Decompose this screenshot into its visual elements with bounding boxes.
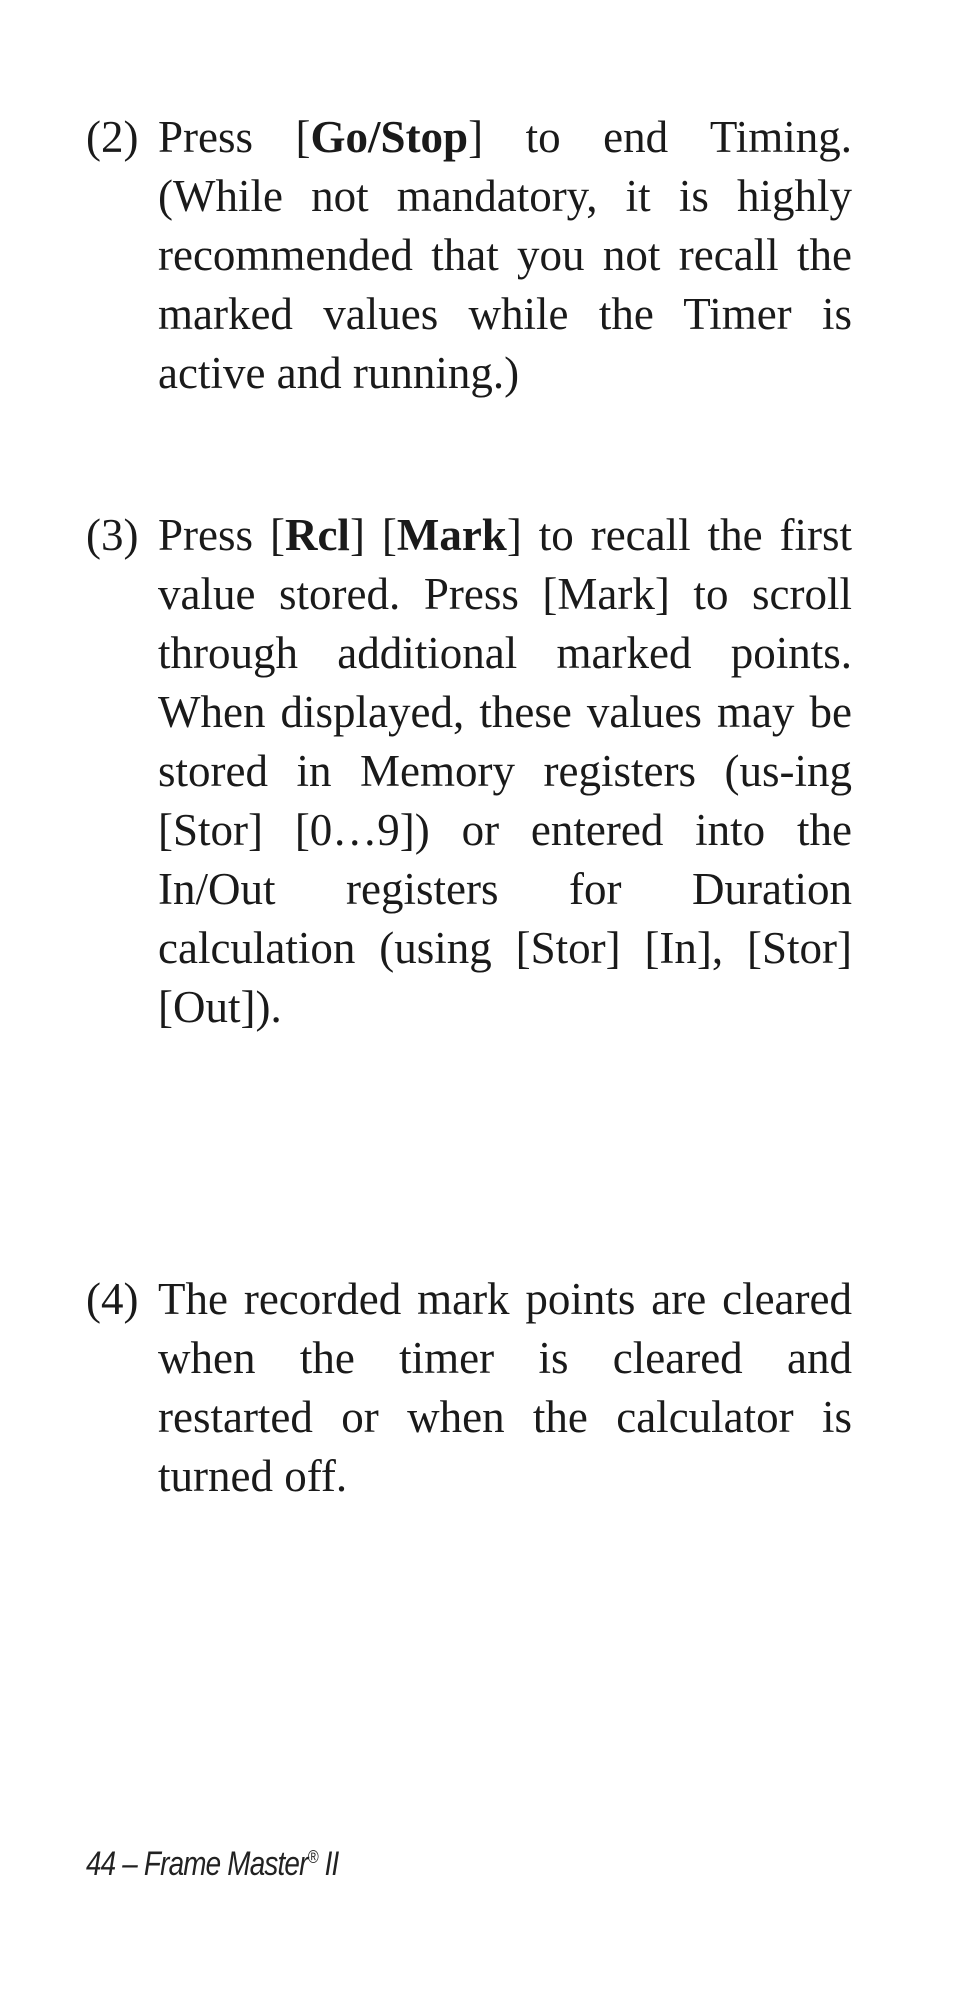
step-text: Press [Go/Stop] to end Timing. (While not mandatory, it is highly recommended that you not recall the marked values while the Timer is active and running.) [158,112,852,398]
step-number: (3) [86,510,139,560]
step-text: Press [Rcl] [Mark] to recall the first value stored. Press [Mark] to scroll through additional marked points. When displayed, these values may be stored in Memory registers (us-ing [Stor] [0…9]) or entered into the In/Out registers for Duration calculation (using [Stor] [In], [Stor] [Out]). [158,510,852,1032]
step-number: (2) [86,112,139,162]
key-go-stop: Go/Stop [310,112,469,162]
step-2 [86,108,852,403]
registered-mark: ® [307,1847,318,1867]
step-text: The recorded mark points are cleared when the timer is cleared and restarted or when the calculator is turned off. [158,1274,852,1501]
key-rcl: Rcl [284,510,350,560]
step-number: (4) [86,1274,139,1324]
step-4 [86,1270,852,1506]
step-3 [86,506,852,1037]
key-mark: Mark [396,510,507,560]
page-footer: 44 – Frame Master® II [86,1845,339,1883]
